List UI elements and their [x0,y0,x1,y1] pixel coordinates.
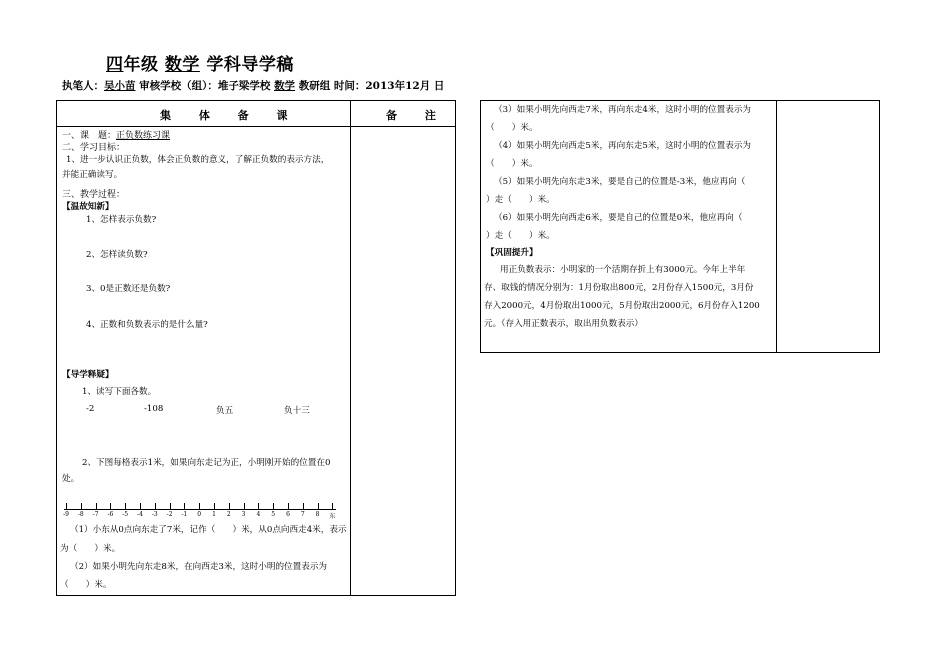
number-line-tick [229,503,230,509]
number-line-label: -3 [151,511,158,518]
col-main-header: 集 体 备 课 [160,109,300,122]
consolidate-line-1: 用正负数表示：小明家的一个活期存折上有3000元。今年上半年 [500,265,746,275]
problem-6-line-1: （6）如果小明先向西走6米，要是自己的位置是0米，他应再向（ [494,213,743,223]
reviewer-school: 堆子梁学校 [217,80,271,92]
consolidate-line-2: 存、取钱的情况分别为：1月份取出800元，2月份存入1500元，3月份 [484,283,754,293]
objectives-label: 二、学习目标： [62,143,126,153]
number-line-label: 6 [286,511,290,518]
read-write-item: 负五 [216,406,234,416]
problem-1-line-1: （1）小东从0点向东走了7米，记作（ ）米，从0点向西走4米，表示 [70,525,347,535]
number-line-label: -8 [77,511,84,518]
col-notes-header: 备 注 [386,109,448,122]
problem-3-line-1: （3）如果小明先向西走7米，再向东走4米，这时小明的位置表示为 [494,105,752,115]
number-line-tick [125,503,126,509]
read-write-item: -2 [86,404,95,414]
consolidate-line-3: 存入2000元，4月份取出1000元，5月份取出2000元，6月份存入1200 [484,301,760,311]
number-line-tick [110,503,111,509]
problem-3-line-2: （ ）米。 [486,123,538,133]
guide-task-1: 1、读写下面各数。 [82,387,157,397]
objective-line-2: 并能正确读写。 [62,170,123,180]
number-line-tick [318,503,319,509]
number-line-label: -2 [166,511,173,518]
reviewer-subject: 数学 [274,80,296,92]
reviewer-suffix: 教研组 [298,80,331,92]
guide-task-2-line-2: 处。 [62,474,80,484]
read-write-item: -108 [144,404,164,414]
guide-task-2-line-1: 2、下图每格表示1米，如果向东走记为正，小明刚开始的位置在0 [82,458,331,468]
review-tag: 【温故知新】 [62,202,114,212]
number-line-label: 东 [329,513,336,520]
number-line-label: 7 [300,511,305,518]
problem-2-line-2: （ ）米。 [60,580,112,590]
lesson-topic-value: 正负数练习课 [116,131,171,141]
problem-4-line-2: （ ）米。 [486,159,538,169]
review-question-3: 3、0是正数还是负数? [86,284,171,294]
number-line-tick [303,503,304,509]
number-line-tick [214,503,215,509]
number-line-label: 1 [212,511,216,518]
number-line-label: 8 [315,511,320,518]
number-line-label: -9 [63,511,69,518]
guide-tag: 【导学释疑】 [62,370,114,380]
meta-line [62,78,444,93]
objective-line-1: 1、进一步认识正负数，体会正负数的意义，了解正负数的表示方法， [66,155,330,165]
review-question-1: 1、怎样表示负数? [86,215,157,225]
left-table-header-rule [56,126,456,127]
number-line-tick [258,503,259,509]
problem-1-line-2: 为（ ）米。 [60,544,121,554]
page-title [106,50,294,75]
author-name: 吴小苗 [104,80,136,92]
number-line [64,509,336,523]
title-grade: 四 [106,55,124,75]
problem-6-line-2: ）走（ ）米。 [486,231,555,241]
number-line-tick [66,503,67,509]
right-table [480,100,880,353]
number-line-label: 2 [226,511,231,518]
process-label: 三、教学过程： [62,190,126,200]
number-line-tick [140,503,141,509]
title-end: 学科导学稿 [206,55,294,75]
read-write-item: 负十三 [284,406,310,416]
number-line-label: -6 [107,511,114,518]
number-line-tick [155,503,156,509]
problem-4-line-1: （4）如果小明先向西走5米，再向东走5米，这时小明的位置表示为 [494,141,752,151]
number-line-tick [81,503,82,509]
review-question-2: 2、怎样读负数? [86,250,148,260]
number-line-label: -7 [92,511,99,518]
number-line-label: -4 [137,511,143,518]
number-line-tick [184,503,185,509]
number-line-tick [288,503,289,509]
review-question-4: 4、正数和负数表示的是什么量? [86,320,208,330]
number-line-tick [170,503,171,509]
number-line-label: -1 [181,511,188,518]
number-line-tick [199,503,200,509]
time-label: 时间：2013年12月 [333,80,431,92]
time-day: 日 [433,80,445,92]
number-line-label: 4 [256,511,261,518]
consolidate-tag: 【巩固提升】 [486,248,538,258]
left-table-divider [350,100,351,596]
number-line-label: -5 [122,511,129,518]
problem-5-line-1: （5）如果小明先向东走3米，要是自己的位置是-3米，他应再向（ [494,177,746,187]
problem-5-line-2: ）走（ ）米。 [486,195,555,205]
consolidate-line-4: 元。（存入用正数表示，取出用负数表示） [484,319,643,329]
problem-2-line-1: （2）如果小明先向东走8米，在向西走3米，这时小明的位置表示为 [70,562,328,572]
reviewer-label: 审核学校（组）： [139,80,218,92]
title-subject: 数学 [164,55,200,75]
number-line-axis [64,509,336,510]
number-line-tick [273,503,274,509]
number-line-label: 0 [197,511,202,518]
number-line-tick [244,503,245,509]
title-mid: 年级 [123,55,159,75]
number-line-tick [332,503,333,509]
number-line-tick [96,503,97,509]
lesson-topic-label: 一、课 题： [62,131,117,141]
number-line-label: 3 [241,511,246,518]
number-line-label: 5 [271,511,276,518]
author-label: 执笔人： [62,80,104,92]
right-table-divider [776,100,777,353]
